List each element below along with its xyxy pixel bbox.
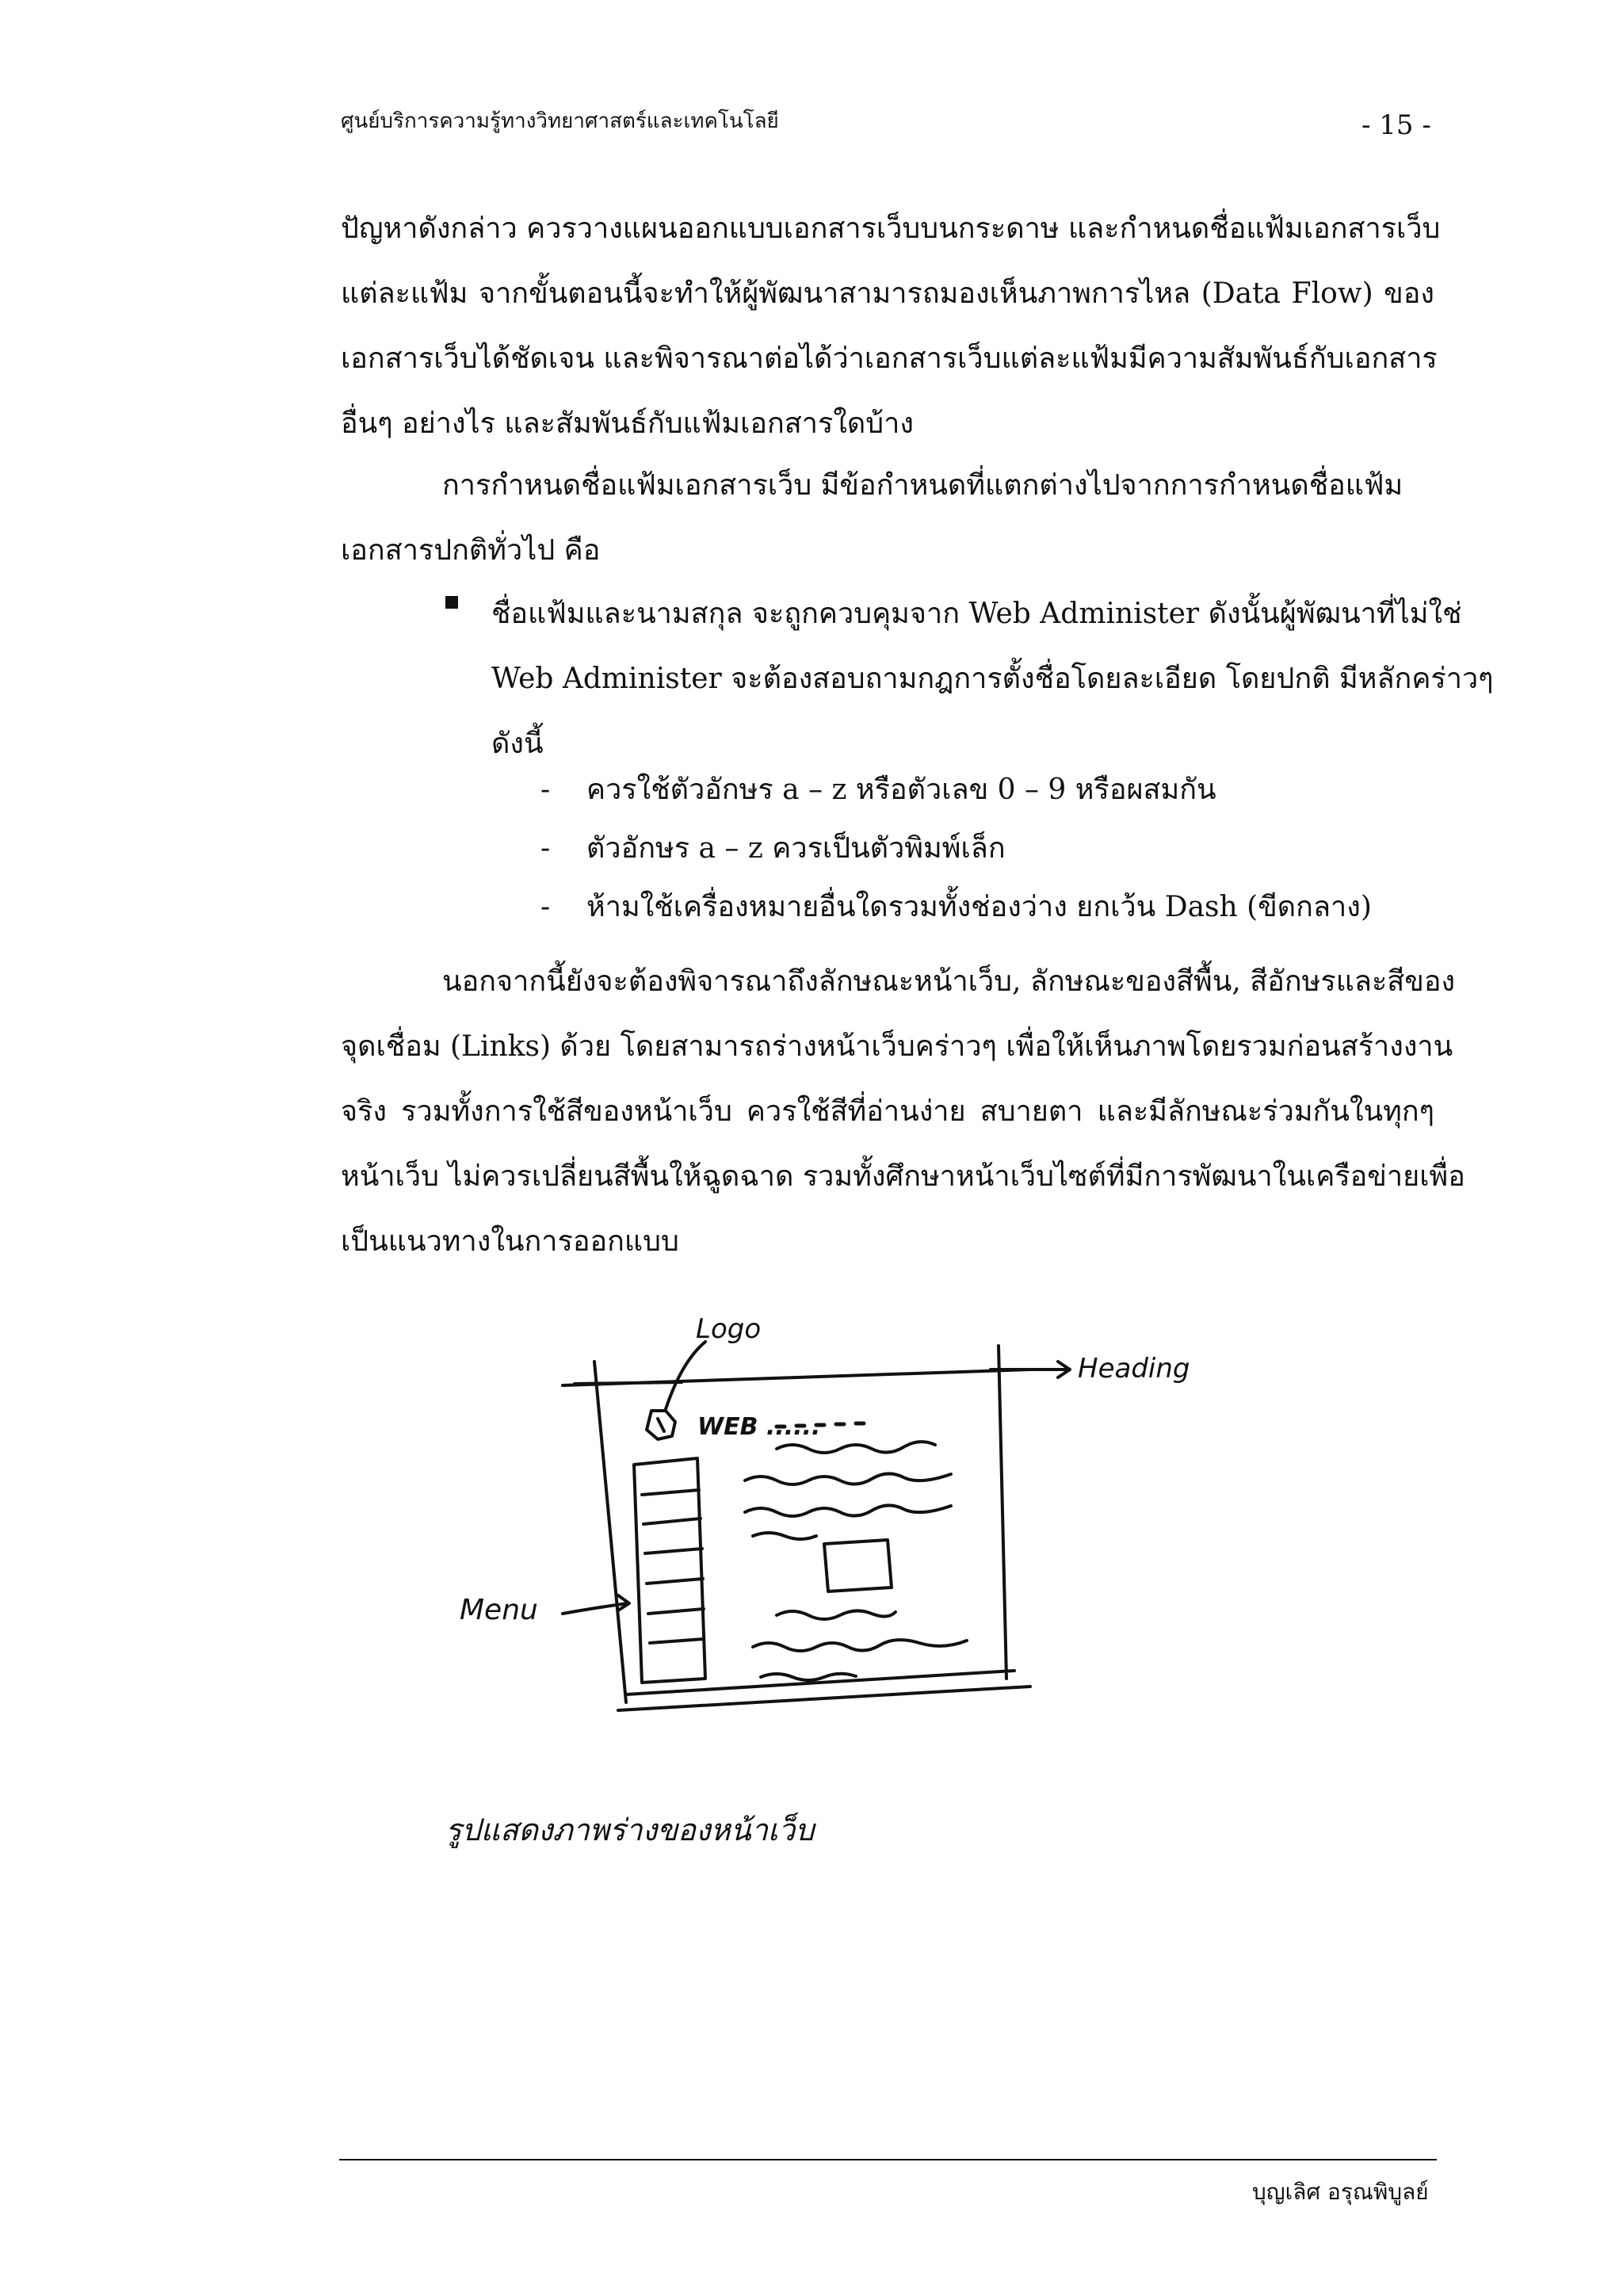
content-scribbles — [745, 1442, 967, 1680]
sketch-frame — [563, 1346, 1030, 1710]
paragraph-line: เป็นแนวทางในการออกแบบ — [341, 1225, 679, 1258]
list-item-text: ตัวอักษร a – z ควรเป็นตัวพิมพ์เล็ก — [586, 832, 1006, 865]
content-image-box — [824, 1540, 892, 1591]
naming-rules-list — [540, 761, 1372, 937]
paragraph-line: เอกสารเว็บได้ชัดเจน และพิจารณาต่อได้ว่าเอกสารเว็บแต่ละแฟ้มมีความสัมพันธ์กับเอกสาร — [341, 342, 1438, 375]
paragraph-line: นอกจากนี้ยังจะต้องพิจารณาถึงลักษณะหน้าเว็บ, ลักษณะของสีพื้น, สีอักษรและสีของ — [442, 965, 1456, 998]
page-number: - 15 - — [1361, 109, 1431, 141]
paragraph-naming — [341, 453, 1434, 583]
running-header: ศูนย์บริการความรู้ทางวิทยาศาสตร์และเทคโนโลยี — [341, 109, 779, 133]
paragraph-line: ปัญหาดังกล่าว ควรวางแผนออกแบบเอกสารเว็บบนกระดาษ และกำหนดชื่อแฟ้มเอกสารเว็บ — [341, 212, 1441, 245]
bullet-line: ดังนี้ — [491, 728, 544, 760]
heading-pointer — [991, 1362, 1070, 1377]
menu-pointer — [563, 1595, 629, 1614]
square-bullet-icon — [445, 596, 458, 609]
paragraph-line: แต่ละแฟ้ม จากขั้นตอนนี้จะทำให้ผู้พัฒนาสามารถมองเห็นภาพการไหล (Data Flow) ของ — [341, 277, 1434, 310]
paragraph-line: อื่นๆ อย่างไร และสัมพันธ์กับแฟ้มเอกสารใดบ้าง — [341, 407, 914, 440]
dash-marker: - — [540, 774, 551, 806]
bullet-line: Web Administer จะต้องสอบถามกฎการตั้งชื่อโดยละเอียด โดยปกติ มีหลักคร่าวๆ — [491, 663, 1494, 695]
paragraph-line: หน้าเว็บ ไม่ควรเปลี่ยนสีพื้นให้ฉูดฉาด รวมทั้งศึกษาหน้าเว็บไซต์ที่มีการพัฒนาในเครือข่ายเพื่อ — [341, 1160, 1465, 1193]
list-item — [540, 761, 1372, 819]
web-page-sketch — [444, 1282, 1236, 1774]
dash-marker: - — [540, 891, 551, 923]
paragraph-intro — [341, 197, 1441, 457]
footer-author: บุญเลิศ อรุณพิบูลย์ — [1252, 2179, 1429, 2205]
menu-label: Menu — [460, 1594, 538, 1626]
footer-divider — [339, 2159, 1437, 2160]
bullet-line: ชื่อแฟ้มและนามสกุล จะถูกควบคุมจาก Web Administer ดังนั้นผู้พัฒนาที่ไม่ใช่ — [491, 598, 1462, 630]
logo-pointer — [666, 1342, 705, 1409]
paragraph-line: จริง รวมทั้งการใช้สีของหน้าเว็บ ควรใช้สีที่อ่านง่าย สบายตา และมีลักษณะร่วมกันในทุกๆ — [341, 1095, 1434, 1128]
sketch-logo-marker — [647, 1411, 675, 1439]
heading-label: Heading — [1078, 1353, 1190, 1385]
bullet-item — [445, 582, 1494, 777]
list-item-text: ห้ามใช้เครื่องหมายอื่นใดรวมทั้งช่องว่าง ยกเว้น Dash (ขีดกลาง) — [586, 891, 1372, 923]
paragraph-line: การกำหนดชื่อแฟ้มเอกสารเว็บ มีข้อกำหนดที่แตกต่างไปจากการกำหนดชื่อแฟ้ม — [442, 469, 1403, 502]
figure-caption: รูปแสดงภาพร่างของหน้าเว็บ — [445, 1813, 815, 1847]
list-item — [540, 819, 1372, 878]
menu-panel — [634, 1458, 705, 1683]
list-item-text: ควรใช้ตัวอักษร a – z หรือตัวเลข 0 – 9 หรือผสมกัน — [586, 774, 1216, 806]
paragraph-line: เอกสารปกติทั่วไป คือ — [341, 534, 601, 567]
paragraph-line: จุดเชื่อม (Links) ด้วย โดยสามารถร่างหน้าเว็บคร่าวๆ เพื่อให้เห็นภาพโดยรวมก่อนสร้างงาน — [341, 1030, 1453, 1063]
list-item — [540, 878, 1372, 937]
web-label: WEB ...... — [697, 1413, 821, 1441]
dash-marker: - — [540, 832, 551, 865]
paragraph-design — [341, 949, 1465, 1274]
logo-label: Logo — [696, 1313, 762, 1345]
